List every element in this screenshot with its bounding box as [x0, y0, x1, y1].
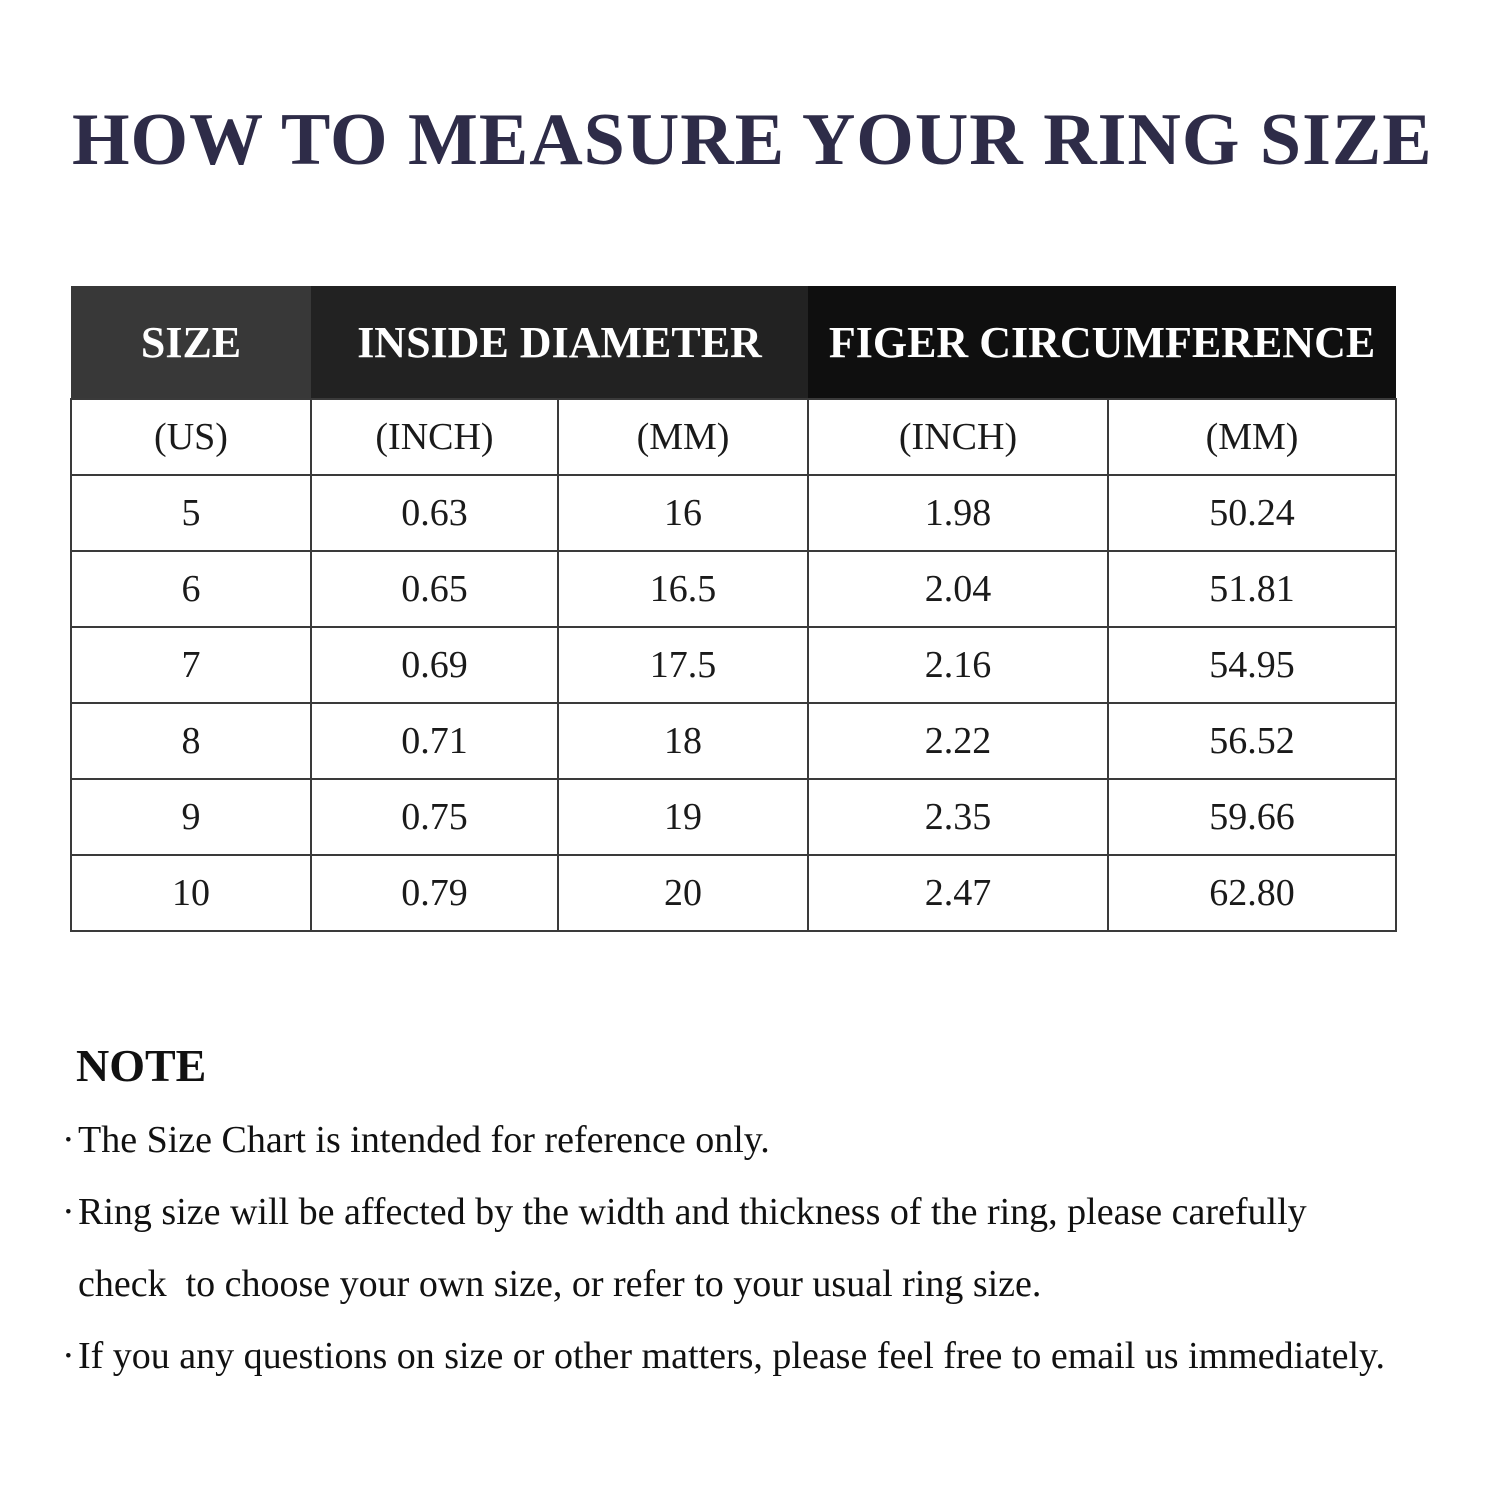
units-row: [71, 399, 1396, 475]
bullet-icon: ·: [62, 1191, 75, 1233]
table-cell: 17.5: [558, 627, 808, 703]
note-list: [62, 1104, 1482, 1392]
bullet-icon: ·: [62, 1335, 75, 1377]
table-cell: 2.16: [808, 627, 1108, 703]
table-cell: 16: [558, 475, 808, 551]
header-inside-diameter: INSIDE DIAMETER: [311, 286, 808, 399]
note-item: [62, 1104, 1482, 1176]
unit-cell: (US): [71, 399, 311, 475]
table-cell: 16.5: [558, 551, 808, 627]
note-item: [62, 1320, 1482, 1392]
table-cell: 51.81: [1108, 551, 1396, 627]
table-cell: 19: [558, 779, 808, 855]
table-cell: 62.80: [1108, 855, 1396, 931]
table-cell: 10: [71, 855, 311, 931]
table-cell: 5: [71, 475, 311, 551]
table-row: [71, 703, 1396, 779]
unit-cell: (MM): [1108, 399, 1396, 475]
table-row: [71, 779, 1396, 855]
note-item: [62, 1176, 1482, 1320]
table-cell: 7: [71, 627, 311, 703]
table-cell: 0.65: [311, 551, 558, 627]
header-row: [71, 286, 1396, 399]
table-cell: 0.63: [311, 475, 558, 551]
table-row: [71, 475, 1396, 551]
bullet-icon: ·: [62, 1119, 75, 1161]
table-cell: 2.04: [808, 551, 1108, 627]
table-cell: 8: [71, 703, 311, 779]
table-cell: 6: [71, 551, 311, 627]
header-size: SIZE: [71, 286, 311, 399]
note-section: [62, 1036, 1482, 1392]
note-title: NOTE: [76, 1040, 207, 1091]
table-cell: 0.79: [311, 855, 558, 931]
page-title: HOW TO MEASURE YOUR RING SIZE: [72, 99, 1433, 181]
table-cell: 54.95: [1108, 627, 1396, 703]
note-text: The Size Chart is intended for reference only.: [78, 1119, 770, 1161]
table-cell: 18: [558, 703, 808, 779]
note-text: If you any questions on size or other matters, please feel free to email us immediately.: [78, 1335, 1386, 1377]
table-cell: 1.98: [808, 475, 1108, 551]
table-cell: 9: [71, 779, 311, 855]
table-cell: 0.69: [311, 627, 558, 703]
table-cell: 0.75: [311, 779, 558, 855]
table-cell: 59.66: [1108, 779, 1396, 855]
table-row: [71, 855, 1396, 931]
table-cell: 2.47: [808, 855, 1108, 931]
unit-cell: (INCH): [311, 399, 558, 475]
table-row: [71, 551, 1396, 627]
note-text: Ring size will be affected by the width and thickness of the ring, please carefully check to choose your own size, or refer to your usual ring size.: [78, 1191, 1317, 1305]
table-cell: 0.71: [311, 703, 558, 779]
unit-cell: (MM): [558, 399, 808, 475]
header-finger-circumference: FIGER CIRCUMFERENCE: [808, 286, 1396, 399]
table-cell: 56.52: [1108, 703, 1396, 779]
table-cell: 20: [558, 855, 808, 931]
table-row: [71, 627, 1396, 703]
unit-cell: (INCH): [808, 399, 1108, 475]
table-cell: 50.24: [1108, 475, 1396, 551]
table-cell: 2.22: [808, 703, 1108, 779]
table-cell: 2.35: [808, 779, 1108, 855]
ring-size-table: [70, 286, 1397, 932]
